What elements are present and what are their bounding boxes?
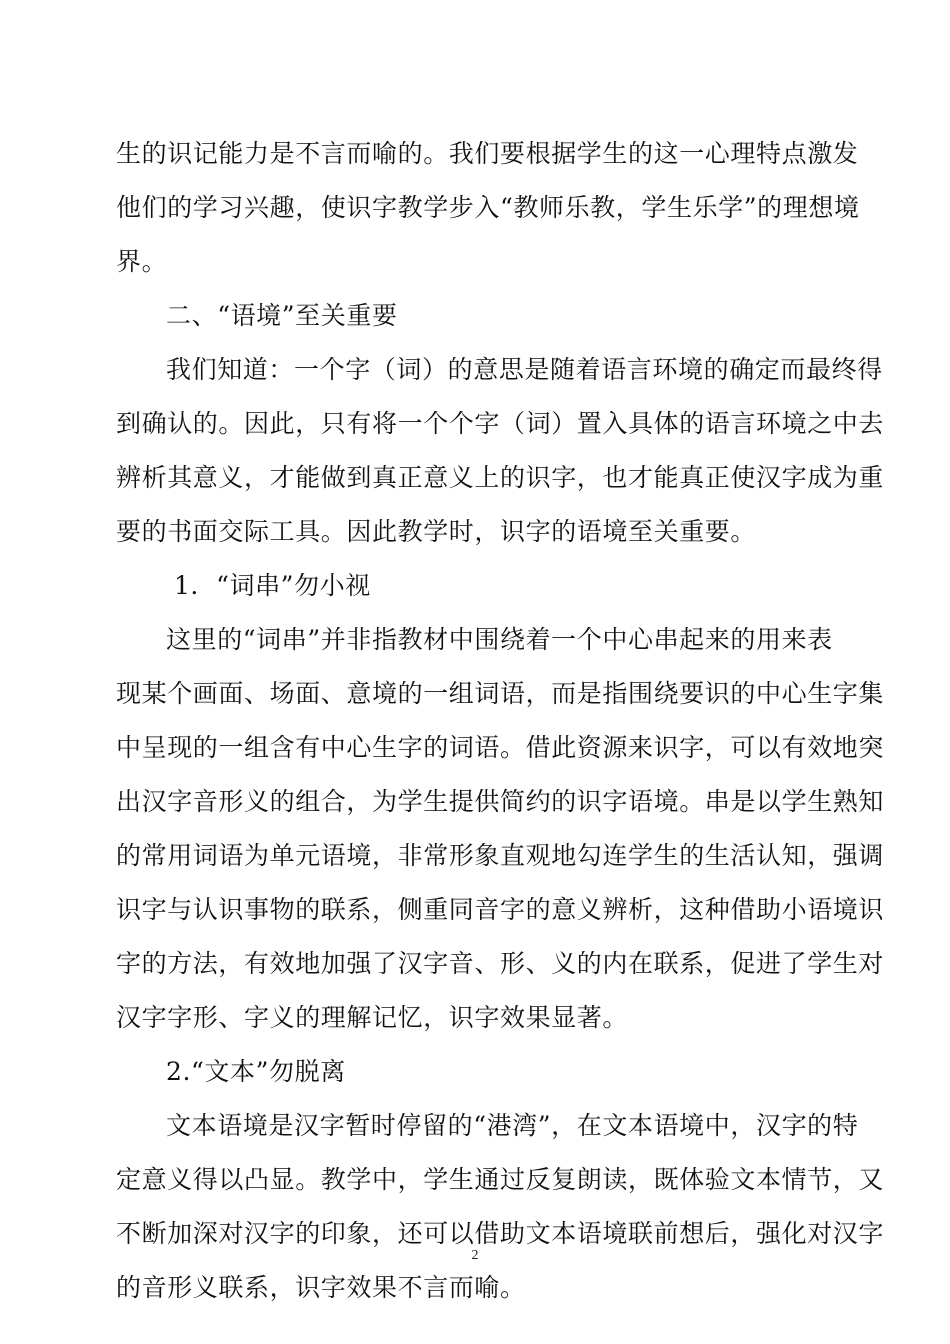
text-line: 中呈现的一组含有中心生字的词语。借此资源来识字，可以有效地突 [116,733,885,762]
text-line: 现某个画面、场面、意境的一组词语，而是指围绕要识的中心生字集 [116,679,885,708]
text-line: 文本语境是汉字暂时停留的“港湾”，在文本语境中，汉字的特 [166,1111,859,1140]
subsection-heading: 1．“词串”勿小视 [174,571,371,600]
text-line: 的音形义联系，识字效果不言而喻。 [116,1273,526,1302]
text-line: 的常用词语为单元语境，非常形象直观地勾连学生的生活认知，强调 [116,841,885,870]
text-line: 辨析其意义，才能做到真正意义上的识字，也才能真正使汉字成为重 [116,463,885,492]
text-line: 出汉字音形义的组合，为学生提供简约的识字语境。串是以学生熟知 [116,787,885,816]
text-line: 汉字字形、字义的理解记忆，识字效果显著。 [116,1003,629,1032]
text-line: 界。 [116,247,168,276]
text-line: 生的识记能力是不言而喻的。我们要根据学生的这一心理特点激发 [116,139,859,168]
text-line: 到确认的。因此，只有将一个个字（词）置入具体的语言环境之中去 [116,409,885,438]
text-line: 我们知道：一个字（词）的意思是随着语言环境的确定而最终得 [166,355,883,384]
text-line: 要的书面交际工具。因此教学时，识字的语境至关重要。 [116,517,757,546]
section-heading: 二、“语境”至关重要 [166,301,398,330]
subsection-heading: 2.“文本”勿脱离 [166,1057,346,1086]
text-line: 不断加深对汉字的印象，还可以借助文本语境联前想后，强化对汉字 [116,1219,885,1248]
page-number: 2 [471,1248,479,1263]
text-line: 字的方法，有效地加强了汉字音、形、义的内在联系，促进了学生对 [116,949,885,978]
text-line: 识字与认识事物的联系，侧重同音字的意义辨析，这种借助小语境识 [116,895,885,924]
text-line: 定意义得以凸显。教学中，学生通过反复朗读，既体验文本情节，又 [116,1165,885,1194]
body-text [116,127,885,1315]
text-line: 他们的学习兴趣，使识字教学步入“教师乐教，学生乐学”的理想境 [116,193,860,222]
text-line: 这里的“词串”并非指教材中围绕着一个中心串起来的用来表 [166,625,833,654]
